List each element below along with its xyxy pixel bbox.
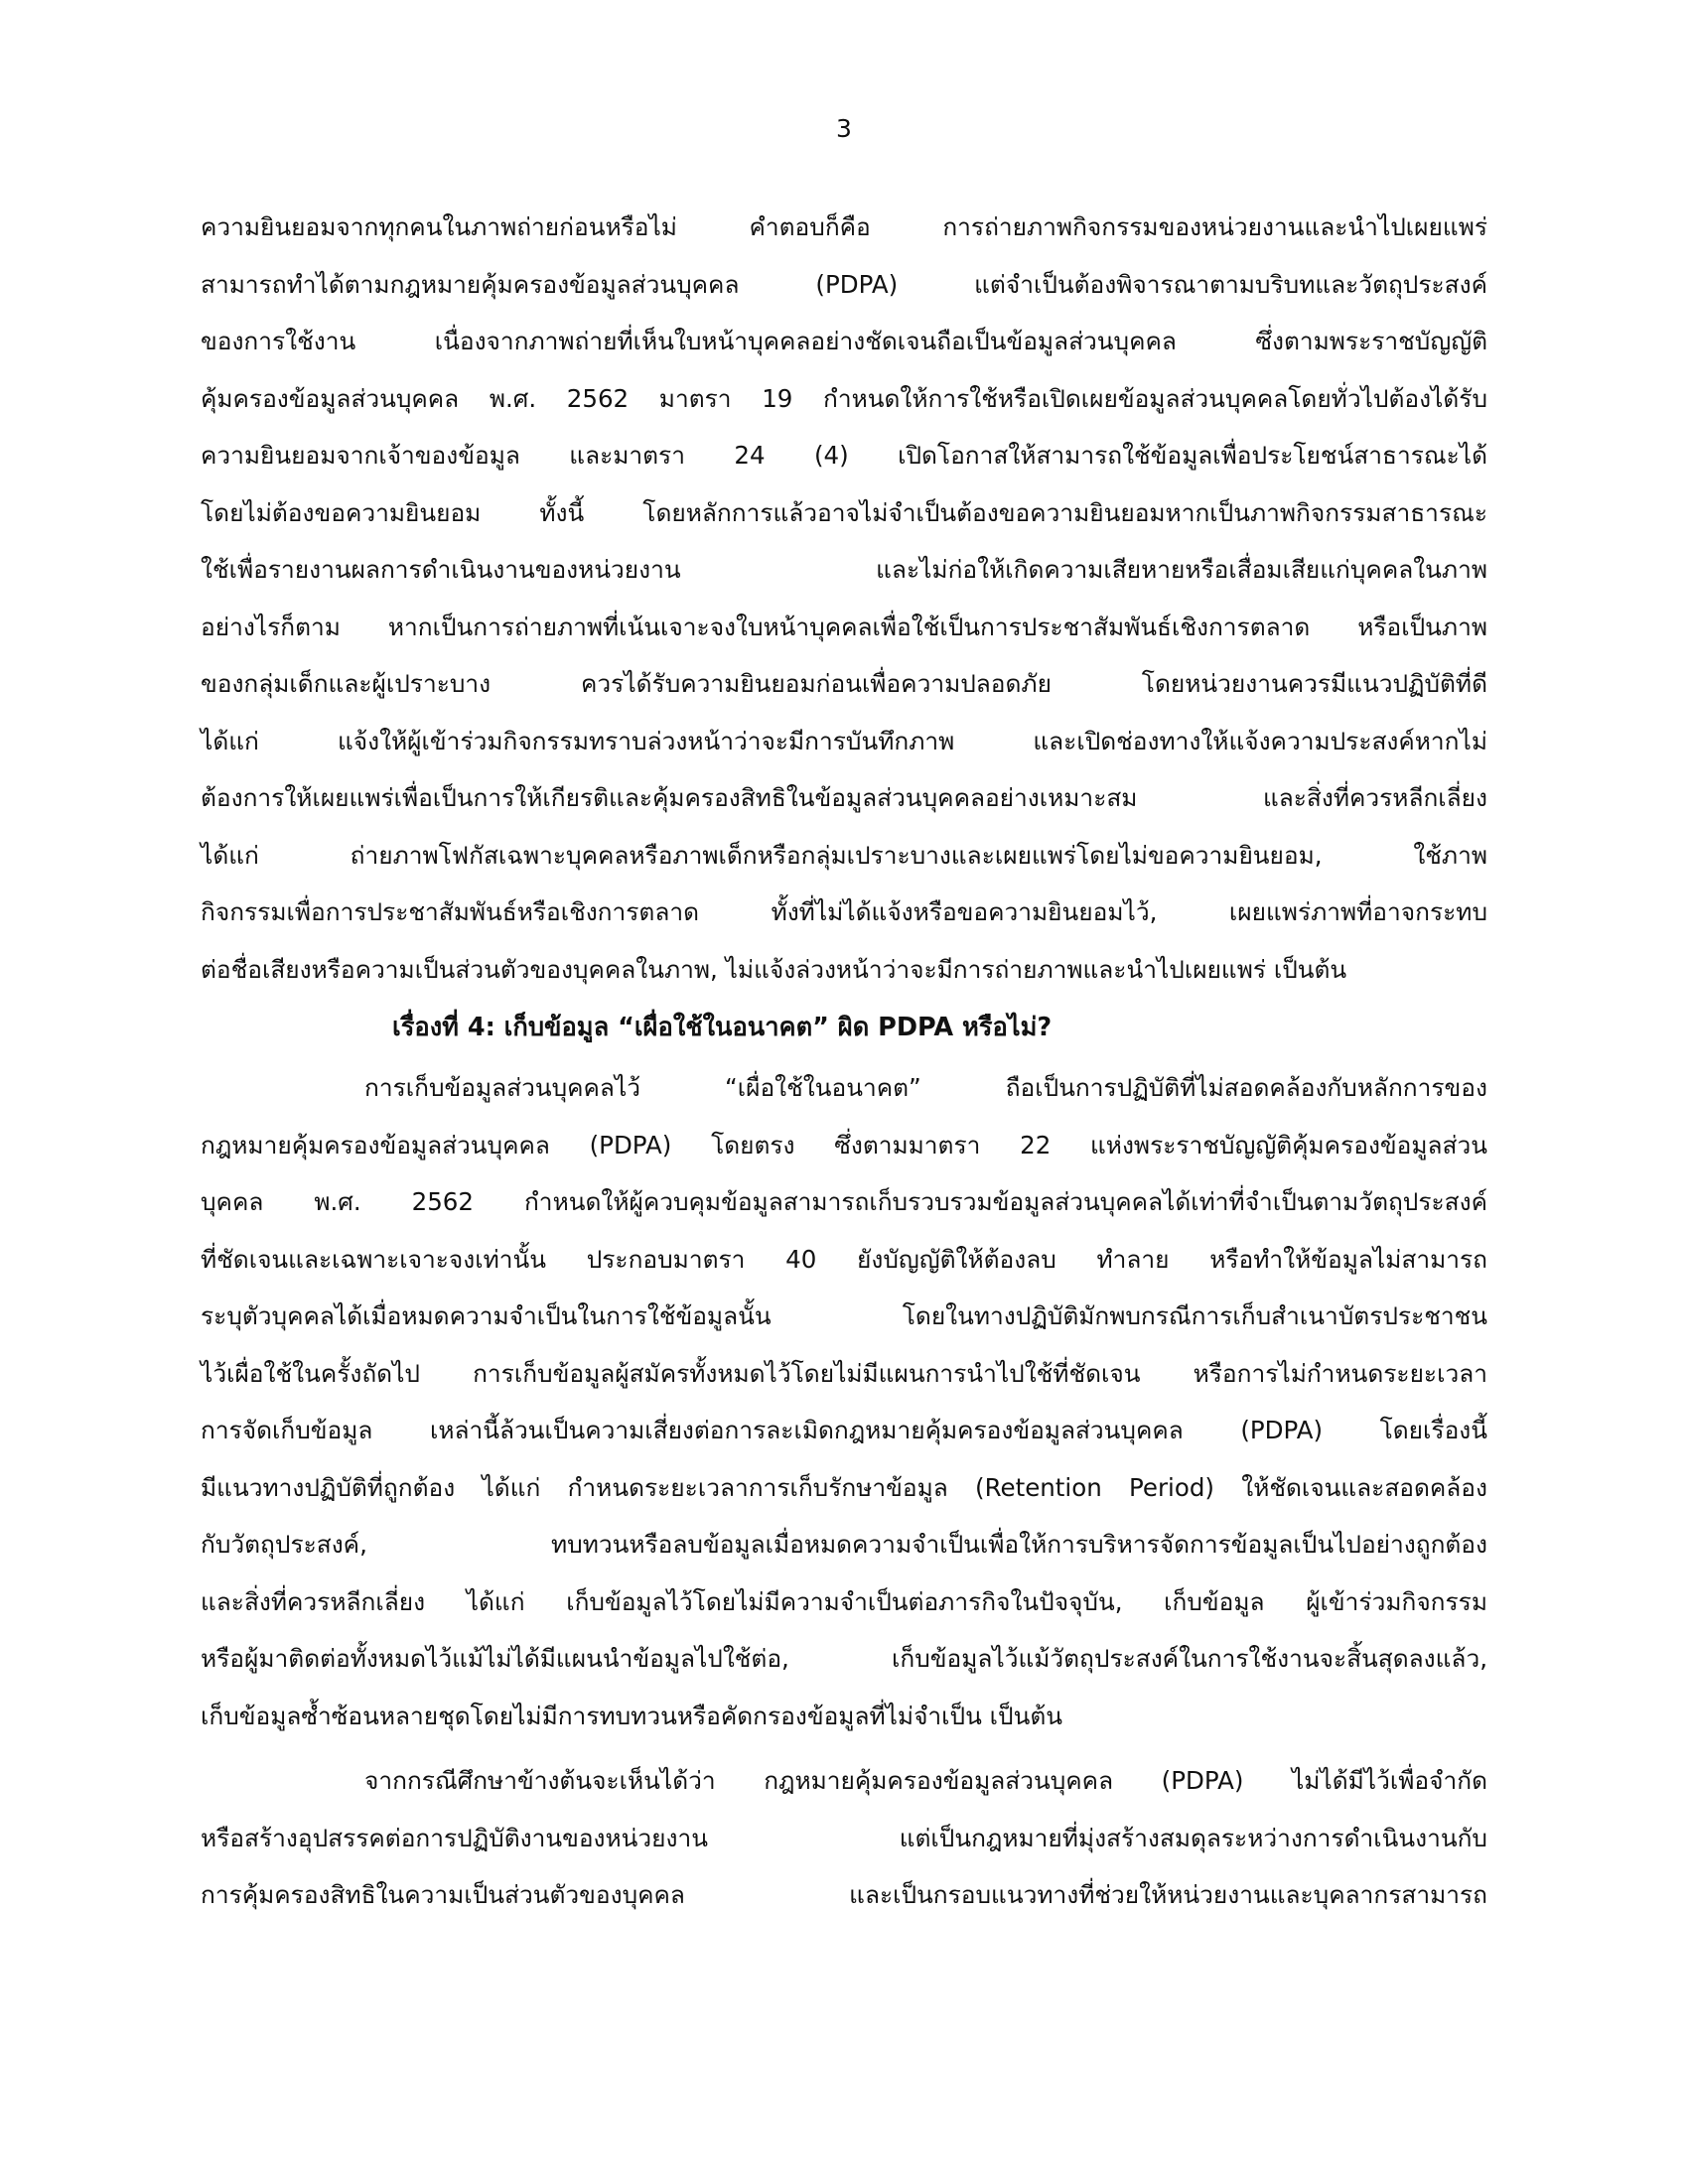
paragraph-line: หรือผู้มาติดต่อทั้งหมดไว้แม้ไม่ได้มีแผนนำข้อมูลไปใช้ต่อ, เก็บข้อมูลไว้แม้วัตถุประสงค์ในการใช้งานจะสิ้นสุดลงแล้ว, [201, 1644, 1487, 1673]
paragraph-line: สามารถทำได้ตามกฎหมายคุ้มครองข้อมูลส่วนบุคคล (PDPA) แต่จำเป็นต้องพิจารณาตามบริบทและวัตถุประสงค์ [201, 269, 1487, 299]
paragraph-line: กฎหมายคุ้มครองข้อมูลส่วนบุคคล (PDPA) โดยตรง ซึ่งตามมาตรา 22 แห่งพระราชบัญญัติคุ้มครองข้อมูลส่วน [201, 1130, 1487, 1160]
paragraph-line: ได้แก่ ถ่ายภาพโฟกัสเฉพาะบุคคลหรือภาพเด็กหรือกลุ่มเปราะบางและเผยแพร่โดยไม่ขอความยินยอม, ใช้ภาพ [201, 840, 1487, 870]
paragraph-line: มีแนวทางปฏิบัติที่ถูกต้อง ได้แก่ กำหนดระยะเวลาการเก็บรักษาข้อมูล (Retention Period) ให้ชัดเจนและสอดคล้อง [201, 1472, 1487, 1502]
paragraph-line: บุคคล พ.ศ. 2562 กำหนดให้ผู้ควบคุมข้อมูลสามารถเก็บรวบรวมข้อมูลส่วนบุคคลได้เท่าที่จำเป็นตามวัตถุประสงค์ [201, 1187, 1487, 1216]
paragraph-line: ของการใช้งาน เนื่องจากภาพถ่ายที่เห็นใบหน้าบุคคลอย่างชัดเจนถือเป็นข้อมูลส่วนบุคคล ซึ่งตามพระราชบัญญัติ [201, 327, 1487, 355]
paragraph-line: เก็บข้อมูลซ้ำซ้อนหลายชุดโดยไม่มีการทบทวนหรือคัดกรองข้อมูลที่ไม่จำเป็น เป็นต้น [201, 1701, 1062, 1730]
paragraph-line: ใช้เพื่อรายงานผลการดำเนินงานของหน่วยงาน และไม่ก่อให้เกิดความเสียหายหรือเสื่อมเสียแก่บุคคลในภาพ [201, 555, 1487, 584]
paragraph-spacer [201, 1744, 1487, 1752]
paragraph-line: และสิ่งที่ควรหลีกเลี่ยง ได้แก่ เก็บข้อมูลไว้โดยไม่มีความจำเป็นต่อภารกิจในปัจจุบัน, เก็บข้อมูล ผู้เข้าร่วมกิจกรรม [201, 1586, 1487, 1616]
paragraph-future-data [201, 1059, 1487, 1744]
paragraph-photo-consent [201, 199, 1487, 998]
paragraph-line: ระบุตัวบุคคลได้เมื่อหมดความจำเป็นในการใช้ข้อมูลนั้น โดยในทางปฏิบัติมักพบกรณีการเก็บสำเนาบัตรประชาชน [201, 1301, 1487, 1330]
paragraph-line: ความยินยอมจากเจ้าของข้อมูล และมาตรา 24 (4) เปิดโอกาสให้สามารถใช้ข้อมูลเพื่อประโยชน์สาธารณะได้ [201, 441, 1487, 470]
document-body [201, 199, 1487, 1924]
paragraph-line: กิจกรรมเพื่อการประชาสัมพันธ์หรือเชิงการตลาด ทั้งที่ไม่ได้แจ้งหรือขอความยินยอมไว้, เผยแพร่ภาพที่อาจกระทบ [201, 897, 1487, 926]
paragraph-line: ไว้เผื่อใช้ในครั้งถัดไป การเก็บข้อมูลผู้สมัครทั้งหมดไว้โดยไม่มีแผนการนำไปใช้ที่ชัดเจน หรือการไม่กำหนดระยะเวลา [201, 1358, 1487, 1388]
paragraph-line: ที่ชัดเจนและเฉพาะเจาะจงเท่านั้น ประกอบมาตรา 40 ยังบัญญัติให้ต้องลบ ทำลาย หรือทำให้ข้อมูลไม่สามารถ [201, 1244, 1487, 1274]
page-number: 3 [836, 114, 852, 143]
paragraph-line: อย่างไรก็ตาม หากเป็นการถ่ายภาพที่เน้นเจาะจงใบหน้าบุคคลเพื่อใช้เป็นการประชาสัมพันธ์เชิงการตลาด หรือเป็นภาพ [201, 612, 1487, 641]
paragraph-line: ได้แก่ แจ้งให้ผู้เข้าร่วมกิจกรรมทราบล่วงหน้าว่าจะมีการบันทึกภาพ และเปิดช่องทางให้แจ้งความประสงค์หากไม่ [201, 726, 1487, 755]
paragraph-conclusion [201, 1752, 1487, 1924]
paragraph-line: โดยไม่ต้องขอความยินยอม ทั้งนี้ โดยหลักการแล้วอาจไม่จำเป็นต้องขอความยินยอมหากเป็นภาพกิจกรรมสาธารณะ [201, 497, 1487, 527]
paragraph-line: คุ้มครองข้อมูลส่วนบุคคล พ.ศ. 2562 มาตรา 19 กำหนดให้การใช้หรือเปิดเผยข้อมูลส่วนบุคคลโดยทั่วไปต้องได้รับ [201, 383, 1487, 413]
paragraph-line: การเก็บข้อมูลส่วนบุคคลไว้ “เผื่อใช้ในอนาคต” ถือเป็นการปฏิบัติที่ไม่สอดคล้องกับหลักการของ [364, 1073, 1487, 1102]
paragraph-line: การจัดเก็บข้อมูล เหล่านี้ล้วนเป็นความเสี่ยงต่อการละเมิดกฎหมายคุ้มครองข้อมูลส่วนบุคคล (PDPA) โดยเรื่องนี้ [201, 1416, 1487, 1444]
paragraph-line: การคุ้มครองสิทธิในความเป็นส่วนตัวของบุคคล และเป็นกรอบแนวทางที่ช่วยให้หน่วยงานและบุคลากรสามารถ [201, 1880, 1487, 1909]
paragraph-line: หรือสร้างอุปสรรคต่อการปฏิบัติงานของหน่วยงาน แต่เป็นกฎหมายที่มุ่งสร้างสมดุลระหว่างการดำเนินงานกับ [201, 1823, 1487, 1852]
paragraph-line: ต่อชื่อเสียงหรือความเป็นส่วนตัวของบุคคลในภาพ, ไม่แจ้งล่วงหน้าว่าจะมีการถ่ายภาพและนำไปเผยแพร่ เป็นต้น [201, 954, 1347, 984]
paragraph-line: ของกลุ่มเด็กและผู้เปราะบาง ควรได้รับความยินยอมก่อนเพื่อความปลอดภัย โดยหน่วยงานควรมีแนวปฏิบัติที่ดี [201, 669, 1487, 698]
section-heading: เรื่องที่ 4: เก็บข้อมูล “เผื่อใช้ในอนาคต” ผิด PDPA หรือไม่? [392, 1013, 1053, 1042]
paragraph-line: ความยินยอมจากทุกคนในภาพถ่ายก่อนหรือไม่ คำตอบก็คือ การถ่ายภาพกิจกรรมของหน่วยงานและนำไปเผยแพร่ [201, 212, 1487, 241]
paragraph-line: จากกรณีศึกษาข้างต้นจะเห็นได้ว่า กฎหมายคุ้มครองข้อมูลส่วนบุคคล (PDPA) ไม่ได้มีไว้เพื่อจำกัด [364, 1766, 1487, 1795]
paragraph-line: ต้องการให้เผยแพร่เพื่อเป็นการให้เกียรติและคุ้มครองสิทธิในข้อมูลส่วนบุคคลอย่างเหมาะสม และสิ่งที่ควรหลีกเลี่ยง [201, 783, 1487, 812]
paragraph-line: กับวัตถุประสงค์, ทบทวนหรือลบข้อมูลเมื่อหมดความจำเป็นเพื่อให้การบริหารจัดการข้อมูลเป็นไปอย่างถูกต้อง [201, 1530, 1487, 1559]
